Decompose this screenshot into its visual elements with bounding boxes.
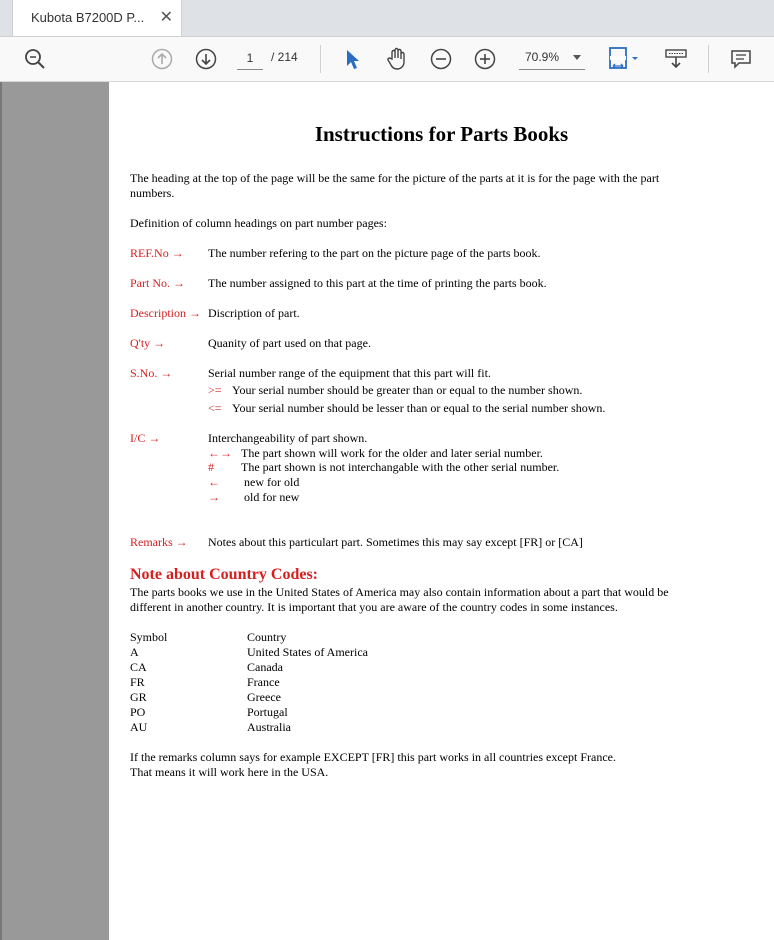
table-cell: United States of America [247, 645, 368, 659]
page-total: / 214 [271, 50, 298, 64]
definition-text: The number refering to the part on the picture page of the parts book. [208, 246, 541, 260]
intro-line: The heading at the top of the page will be the same for the picture of the parts at it is for the page with the part [130, 171, 660, 185]
table-header: Symbol [130, 630, 168, 644]
symbol: <= [208, 401, 222, 415]
closing-line: If the remarks column says for example EXCEPT [FR] this part works in all countries except France. [130, 750, 616, 764]
closing-line: That means it will work here in the USA. [130, 765, 329, 779]
paragraph-line: different in another country. It is important that you are aware of the country codes in some instances. [130, 600, 618, 614]
definition-term: I/C → [130, 431, 161, 445]
definition-term: REF.No → [130, 246, 184, 260]
table-cell: Australia [247, 720, 291, 734]
symbol: # [208, 460, 214, 474]
table-cell: PO [130, 705, 146, 719]
definition-term: Remarks → [130, 535, 188, 549]
pdf-page [109, 82, 774, 940]
tab-strip [0, 0, 774, 37]
definition-term: Q'ty → [130, 336, 166, 350]
symbol-desc: Your serial number should be lesser than or equal to the serial number shown. [232, 401, 606, 415]
comment-icon[interactable] [727, 45, 755, 73]
symbol-desc: The part shown will work for the older and later serial number. [241, 446, 543, 460]
page-title: Instructions for Parts Books [314, 122, 569, 146]
hand-tool-icon[interactable] [383, 45, 411, 73]
definition-term: Description → [130, 306, 201, 320]
table-cell: Portugal [247, 705, 288, 719]
symbol: → [208, 490, 220, 504]
table-header: Country [247, 630, 287, 644]
symbol-desc: Your serial number should be greater than or equal to the number shown. [232, 383, 583, 397]
toolbar-divider [708, 45, 709, 73]
select-cursor-icon[interactable] [340, 45, 366, 73]
table-cell: Canada [247, 660, 283, 674]
toolbar-divider [320, 45, 321, 73]
table-cell: CA [130, 660, 147, 674]
definition-text: Serial number range of the equipment that this part will fit. [208, 366, 491, 380]
symbol: ←→ [208, 446, 232, 460]
definition-text: The number assigned to this part at the time of printing the parts book. [208, 276, 547, 290]
document-tab[interactable] [12, 0, 182, 36]
tab-title: Kubota B7200D P... [31, 10, 145, 25]
tab-close-icon[interactable]: ✕ [159, 7, 173, 26]
zoom-value: 70.9% [525, 50, 560, 64]
zoom-out-icon[interactable] [427, 45, 455, 73]
zoom-select[interactable] [519, 47, 585, 70]
definition-term: S.No. → [130, 366, 173, 380]
table-cell: A [130, 645, 139, 659]
symbol: ← [208, 475, 220, 489]
intro-line: numbers. [130, 186, 175, 200]
chevron-down-icon [573, 55, 581, 60]
table-cell: FR [130, 675, 145, 689]
paragraph-line: The parts books we use in the United States of America may also contain information about a part that would be [130, 585, 669, 599]
definition-term: Part No. → [130, 276, 185, 290]
table-cell: GR [130, 690, 147, 704]
search-icon[interactable] [20, 45, 50, 73]
page-down-icon[interactable] [191, 45, 221, 73]
page-up-icon[interactable] [147, 45, 177, 73]
section-heading: Note about Country Codes: [130, 566, 318, 583]
symbol-desc: The part shown is not interchangable with the other serial number. [241, 460, 560, 474]
definition-text: Interchangeability of part shown. [208, 431, 368, 445]
print-icon[interactable] [662, 45, 690, 73]
zoom-in-icon[interactable] [471, 45, 499, 73]
symbol: >= [208, 383, 222, 397]
definition-text: Notes about this particulart part. Sometimes this may say except [FR] or [CA] [208, 535, 583, 549]
fit-page-icon[interactable] [605, 45, 645, 73]
table-cell: France [247, 675, 280, 689]
viewer-edge [0, 82, 2, 940]
definition-text: Quanity of part used on that page. [208, 336, 371, 350]
symbol-desc: new for old [244, 475, 300, 489]
definition-text: Discription of part. [208, 306, 300, 320]
table-cell: Greece [247, 690, 281, 704]
pdf-toolbar [0, 37, 774, 82]
table-cell: AU [130, 720, 148, 734]
page-number-input[interactable] [237, 47, 263, 70]
symbol-desc: old for new [244, 490, 300, 504]
definition-heading: Definition of column headings on part number pages: [130, 216, 387, 230]
viewer-gutter [0, 82, 109, 940]
